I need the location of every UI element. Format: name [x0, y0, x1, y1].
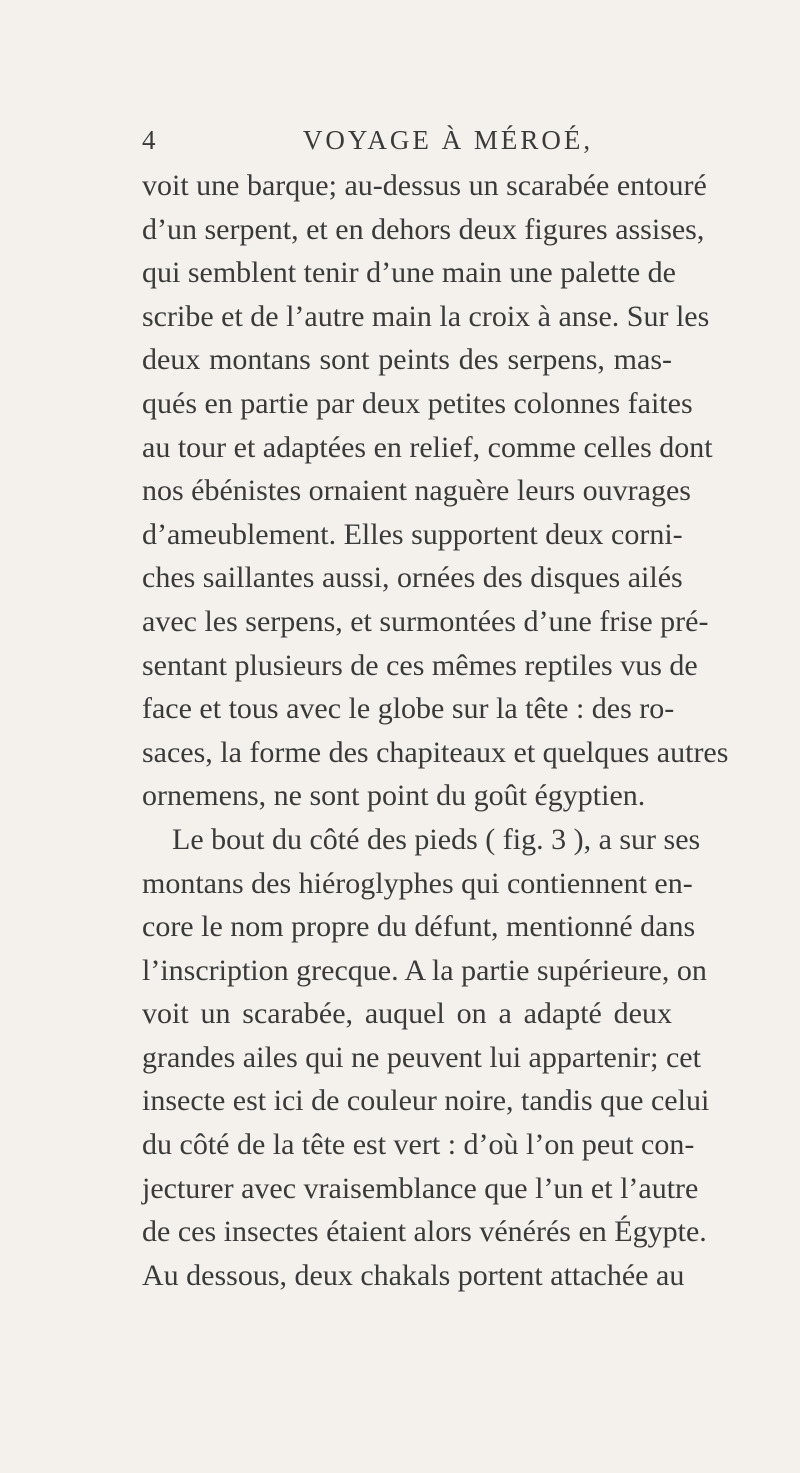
text-line: d’ameublement. Elles supportent deux corni- — [142, 517, 683, 551]
text-line: sentant plusieurs de ces mêmes reptiles vus de — [142, 648, 698, 682]
text-line: deux montans sont peints des serpens, mas- — [142, 343, 672, 377]
page-number: 4 — [142, 125, 156, 155]
text-line: scribe et de l’autre main la croix à anse. Sur les — [142, 299, 710, 333]
body-text — [142, 164, 729, 1297]
text-line: montans des hiéroglyphes qui contiennent en- — [142, 866, 693, 900]
text-line: ornemens, ne sont point du goût égyptien. — [142, 779, 646, 813]
text-line: qui semblent tenir d’une main une palette de — [142, 256, 676, 290]
text-line: qués en partie par deux petites colonnes faites — [142, 386, 693, 420]
text-line: grandes ailes qui ne peuvent lui appartenir; cet — [142, 1040, 701, 1074]
text-line: ches saillantes aussi, ornées des disques ailés — [142, 561, 683, 595]
text-line: nos ébénistes ornaient naguère leurs ouvrages — [142, 474, 691, 508]
text-line: avec les serpens, et surmontées d’une frise pré- — [142, 604, 709, 638]
text-line: au tour et adaptées en relief, comme celles dont — [142, 430, 713, 464]
page-header — [142, 120, 672, 160]
text-line: Le bout du côté des pieds ( fig. 3 ), a sur ses — [172, 822, 701, 856]
text-line: d’un serpent, et en dehors deux figures assises, — [142, 212, 705, 246]
text-line: insecte est ici de couleur noire, tandis que celui — [142, 1084, 710, 1118]
text-line: saces, la forme des chapiteaux et quelques autres — [142, 735, 729, 769]
running-head: VOYAGE À MÉROÉ, — [302, 125, 594, 155]
text-line: face et tous avec le globe sur la tête : des ro- — [142, 692, 675, 726]
text-line: voit une barque; au-dessus un scarabée entouré — [142, 169, 707, 202]
text-line: de ces insectes étaient alors vénérés en Égypte. — [142, 1215, 707, 1249]
text-line: du côté de la tête est vert : d’où l’on peut con- — [142, 1128, 695, 1162]
text-line: l’inscription grecque. A la partie supérieure, on — [142, 953, 707, 987]
text-line: Au dessous, deux chakals portent attachée au — [142, 1258, 685, 1292]
text-line: voit un scarabée, auquel on a adapté deux — [142, 997, 672, 1031]
text-line: core le nom propre du défunt, mentionné dans — [142, 910, 696, 944]
text-line: jecturer avec vraisemblance que l’un et l’autre — [142, 1171, 699, 1205]
